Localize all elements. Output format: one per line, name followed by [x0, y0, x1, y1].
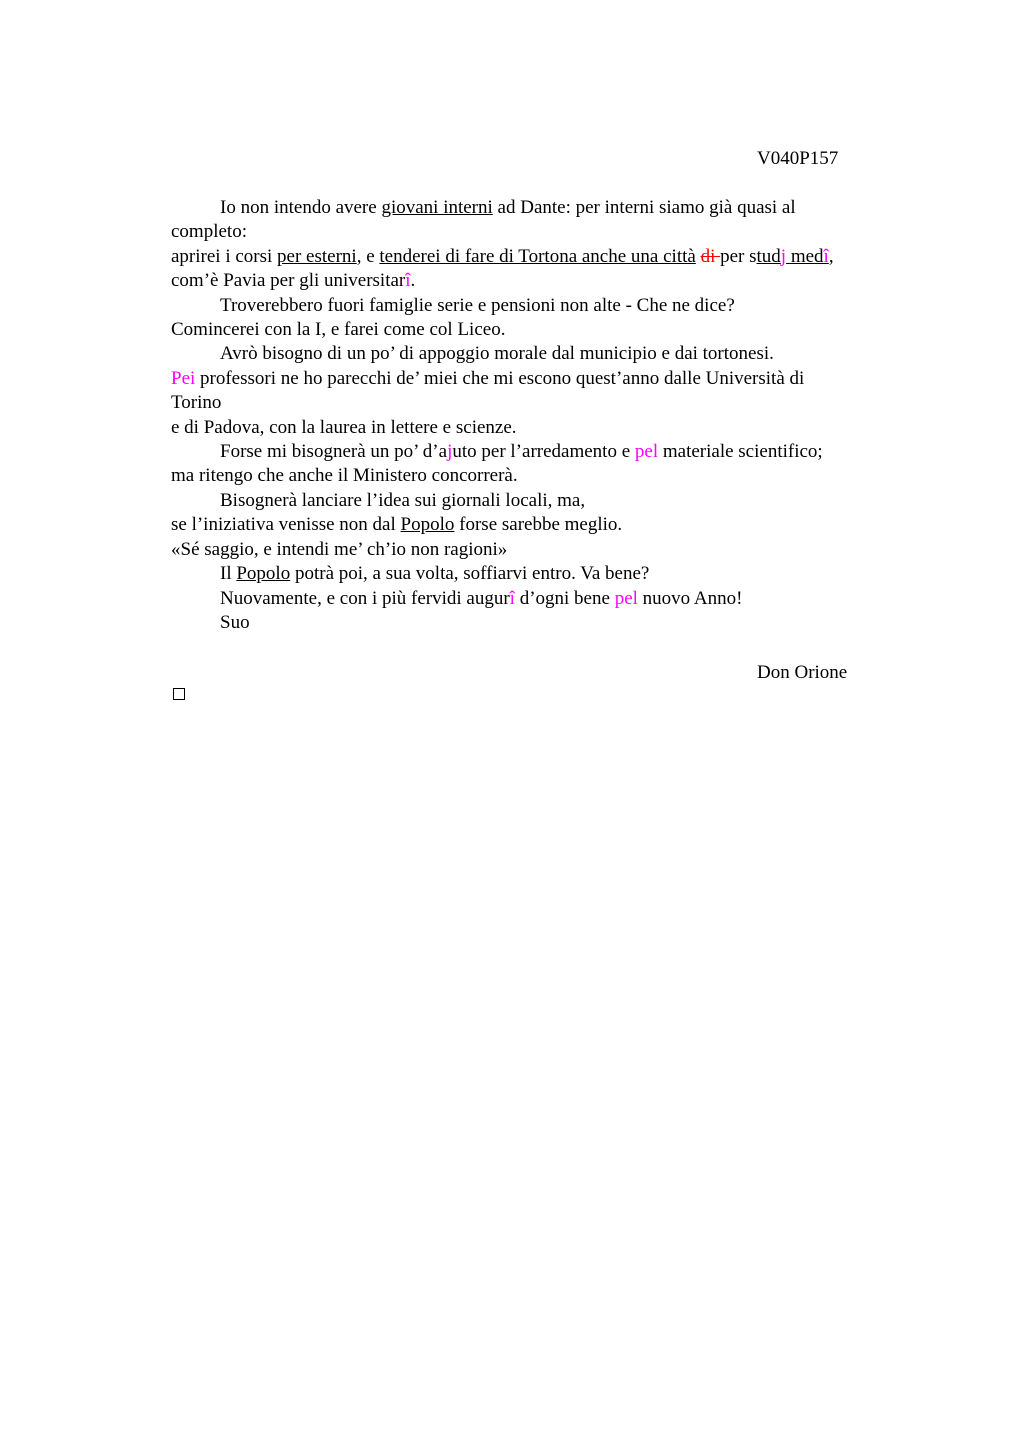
checkbox-empty-icon	[173, 688, 185, 700]
quote-line: «Sé saggio, e intendi me’ ch’io non ragioni»	[171, 538, 508, 560]
correction-mark: Pei	[171, 367, 196, 389]
text-line: Avrò bisogno di un po’ di appoggio morale dal municipio e dai tortonesi.	[220, 343, 774, 365]
correction-mark: î	[823, 245, 829, 267]
deleted-word: di	[700, 245, 721, 267]
text-line: Io non intendo avere giovani interni ad Dante: per interni siamo già quasi al	[220, 197, 796, 218]
correction-mark: pel	[614, 587, 638, 609]
correction-mark: pel	[634, 441, 659, 463]
text-line: se l’iniziativa venisse non dal Popolo forse sarebbe meglio.	[171, 514, 623, 536]
text-line: completo:	[171, 221, 247, 243]
closing: Suo	[220, 611, 250, 633]
correction-mark: î	[509, 587, 515, 609]
correction-mark: j	[447, 441, 453, 463]
letter-body	[171, 196, 891, 635]
text-line: Torino	[171, 392, 222, 414]
text-line: Nuovamente, e con i più fervidi augurî d’ogni bene pel nuovo Anno!	[220, 587, 743, 609]
page-id: V040P157	[757, 148, 839, 169]
text-line: e di Padova, con la laurea in lettere e scienze.	[171, 416, 517, 438]
signature: Don Orione	[757, 662, 848, 683]
correction-mark: j	[780, 245, 787, 267]
text-line: Troverebbero fuori famiglie serie e pensioni non alte - Che ne dice?	[220, 294, 735, 316]
text-line: ma ritengo che anche il Ministero concorrerà.	[171, 465, 518, 487]
text-line: Forse mi bisognerà un po’ d’ajuto per l’arredamento e pel materiale scientifico;	[220, 441, 823, 463]
correction-mark: î	[405, 270, 411, 292]
text-line: aprirei i corsi per esterni, e tenderei di fare di Tortona anche una città di per studj medî,	[171, 245, 834, 267]
text-line: Comincerei con la I, e farei come col Liceo.	[171, 319, 506, 341]
text-line: Il Popolo potrà poi, a sua volta, soffiarvi entro. Va bene?	[220, 563, 650, 585]
text-line: com’è Pavia per gli universitarî.	[171, 270, 416, 292]
text-line: Bisognerà lanciare l’idea sui giornali locali, ma,	[220, 489, 586, 511]
text-line: Pei professori ne ho parecchi de’ miei che mi escono quest’anno dalle Università di	[171, 367, 805, 389]
